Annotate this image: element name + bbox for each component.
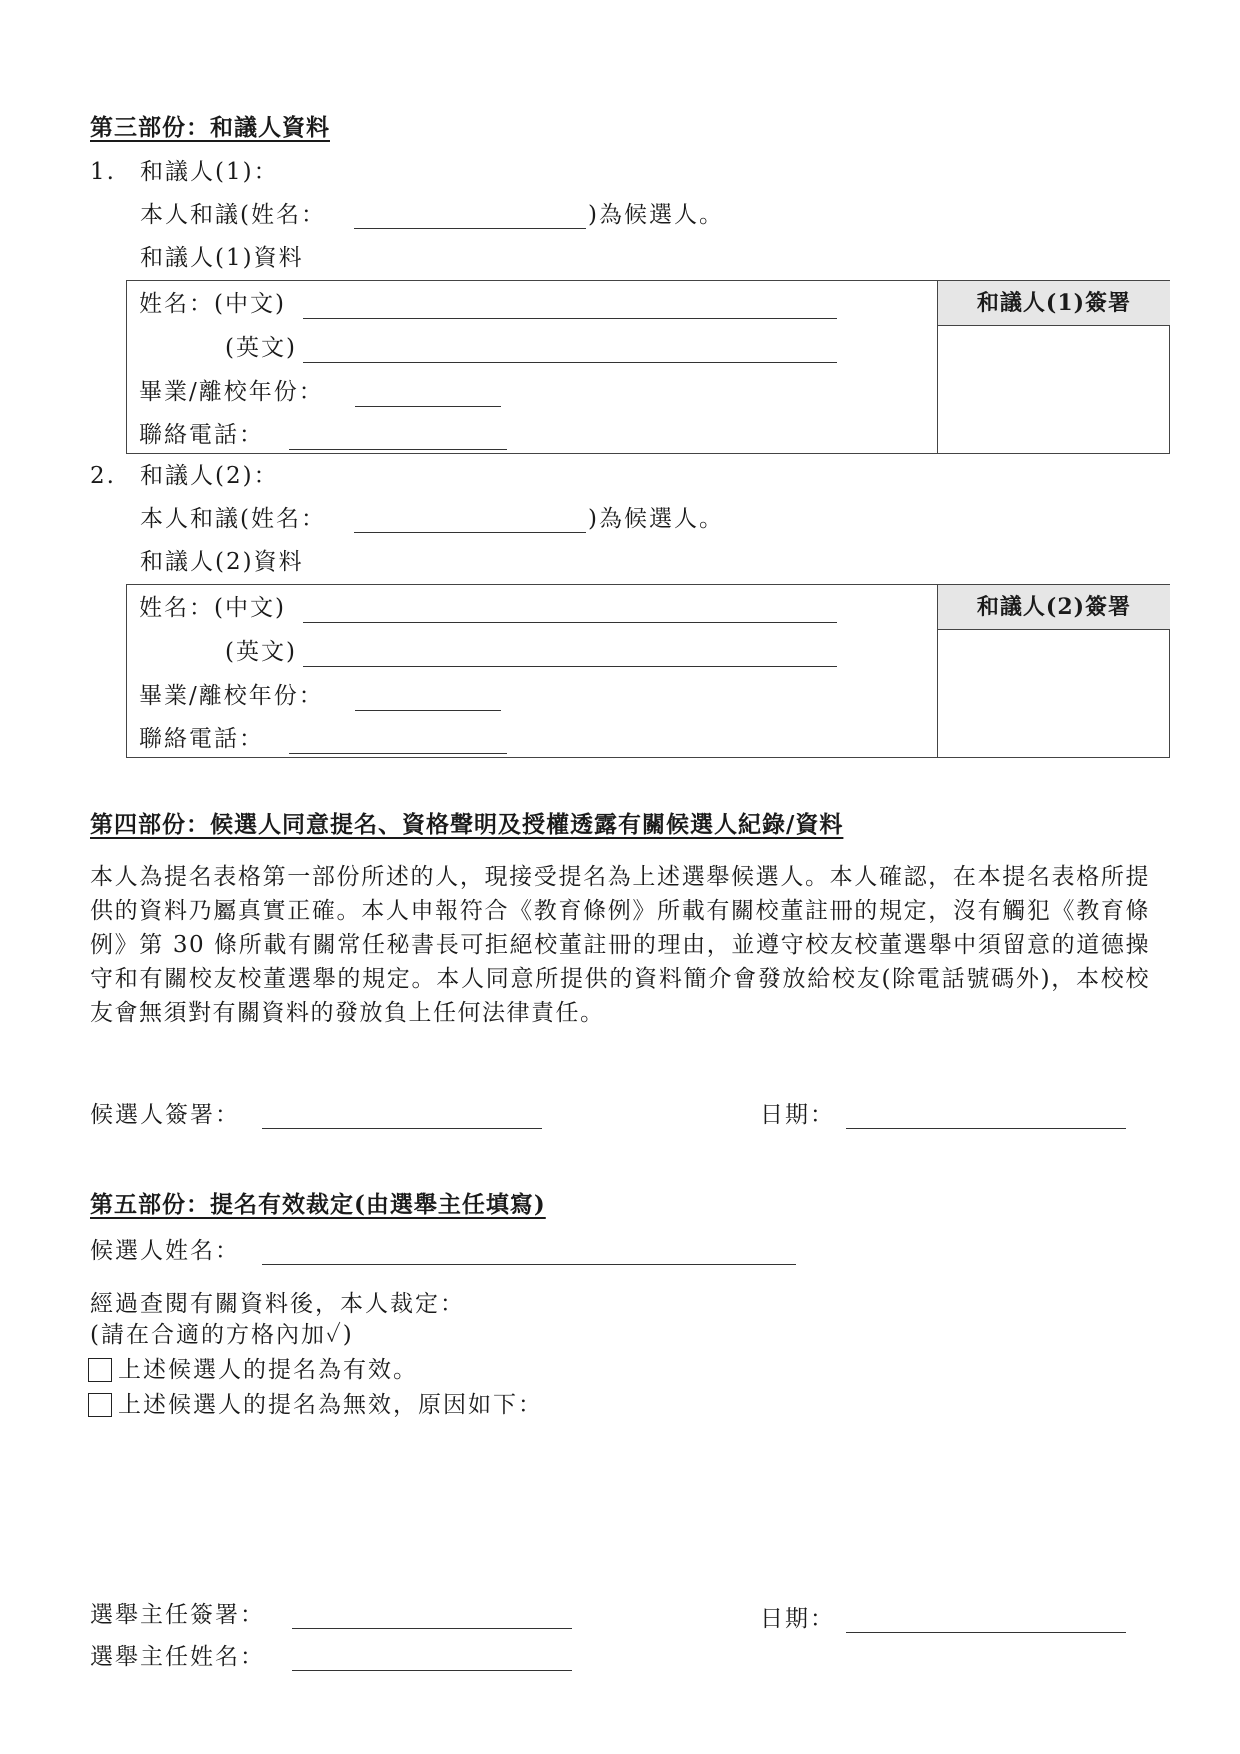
seconder1-number: 1.	[90, 159, 116, 185]
seconder2-signature-cell[interactable]	[937, 585, 1170, 757]
seconder1-signature-cell[interactable]	[937, 281, 1170, 453]
tick-instruction: (請在合適的方格內加✓)	[90, 1322, 354, 1348]
ruling-intro: 經過查閱有關資料後，本人裁定：	[90, 1291, 465, 1317]
seconder1-title: 和議人(1)：	[140, 159, 279, 185]
officer-date-label: 日期：	[760, 1606, 835, 1632]
part3-heading: 第三部份：和議人資料	[90, 114, 330, 141]
candidate-date-field[interactable]	[846, 1128, 1126, 1129]
seconder1-grad-year-label: 畢業/離校年份：	[139, 379, 324, 405]
seconder1-info-label: 和議人(1)資料	[140, 245, 304, 271]
seconder2-phone-field[interactable]	[289, 753, 507, 754]
officer-name-label: 選舉主任姓名：	[90, 1644, 265, 1670]
seconder1-agree-prefix: 本人和議(姓名：	[140, 202, 326, 228]
seconder2-name-en-field[interactable]	[303, 666, 837, 667]
candidate-signature-label: 候選人簽署：	[90, 1102, 240, 1128]
part4-heading: 第四部份：候選人同意提名、資格聲明及授權透露有關候選人紀錄/資料	[90, 811, 844, 838]
seconder1-name-cn-field[interactable]	[303, 318, 837, 319]
candidate-name-label: 候選人姓名：	[90, 1238, 240, 1264]
seconder2-info-label: 和議人(2)資料	[140, 549, 304, 575]
seconder1-phone-label: 聯絡電話：	[139, 422, 264, 448]
seconder2-name-cn-field[interactable]	[303, 622, 837, 623]
seconder1-nominee-name-field[interactable]	[354, 228, 586, 229]
officer-signature-label: 選舉主任簽署：	[90, 1602, 265, 1628]
invalid-option-label: 上述候選人的提名為無效，原因如下：	[118, 1392, 543, 1418]
seconder1-name-en-field[interactable]	[303, 362, 837, 363]
seconder2-phone-label: 聯絡電話：	[139, 726, 264, 752]
seconder1-info-box	[126, 280, 1170, 454]
seconder1-phone-field[interactable]	[289, 449, 507, 450]
officer-date-field[interactable]	[846, 1632, 1126, 1633]
seconder1-name-cn-label: 姓名：(中文)	[139, 291, 286, 317]
seconder2-info-box	[126, 584, 1170, 758]
valid-checkbox[interactable]	[88, 1358, 112, 1382]
officer-name-field[interactable]	[292, 1670, 572, 1671]
seconder2-name-cn-label: 姓名：(中文)	[139, 595, 286, 621]
seconder2-signature-label: 和議人(2)簽署	[938, 585, 1170, 630]
invalid-checkbox[interactable]	[88, 1393, 112, 1417]
candidate-date-label: 日期：	[760, 1102, 835, 1128]
candidate-name-field[interactable]	[262, 1264, 796, 1265]
seconder1-signature-label: 和議人(1)簽署	[938, 281, 1170, 326]
seconder2-agree-suffix: )為候選人。	[588, 506, 724, 532]
part5-heading: 第五部份：提名有效裁定(由選舉主任填寫)	[90, 1191, 546, 1218]
seconder1-grad-year-field[interactable]	[355, 406, 501, 407]
seconder2-agree-prefix: 本人和議(姓名：	[140, 506, 326, 532]
valid-option-label: 上述候選人的提名為有效。	[118, 1357, 418, 1383]
candidate-signature-field[interactable]	[262, 1128, 542, 1129]
officer-signature-field[interactable]	[292, 1628, 572, 1629]
seconder2-grad-year-field[interactable]	[355, 710, 501, 711]
seconder2-title: 和議人(2)：	[140, 463, 279, 489]
seconder2-number: 2.	[90, 463, 116, 489]
seconder2-grad-year-label: 畢業/離校年份：	[139, 683, 324, 709]
seconder1-agree-suffix: )為候選人。	[588, 202, 724, 228]
seconder2-name-en-label: (英文)	[225, 639, 297, 665]
seconder1-name-en-label: (英文)	[225, 335, 297, 361]
candidate-declaration: 本人為提名表格第一部份所述的人，現接受提名為上述選舉候選人。本人確認，在本提名表格所提供的資料乃屬真實正確。本人申報符合《教育條例》所載有關校董註冊的規定，沒有觸犯《教育條例》第 30 條所載有關常任秘書長可拒絕校董註冊的理由，並遵守校友校董選舉中須留意的道德操守和有關校友校董選舉的規定。本人同意所提供的資料簡介會發放給校友(除電話號碼外)，本校校友會無須對有關資料的發放負上任何法律責任。	[90, 864, 1150, 1026]
seconder2-nominee-name-field[interactable]	[354, 532, 586, 533]
